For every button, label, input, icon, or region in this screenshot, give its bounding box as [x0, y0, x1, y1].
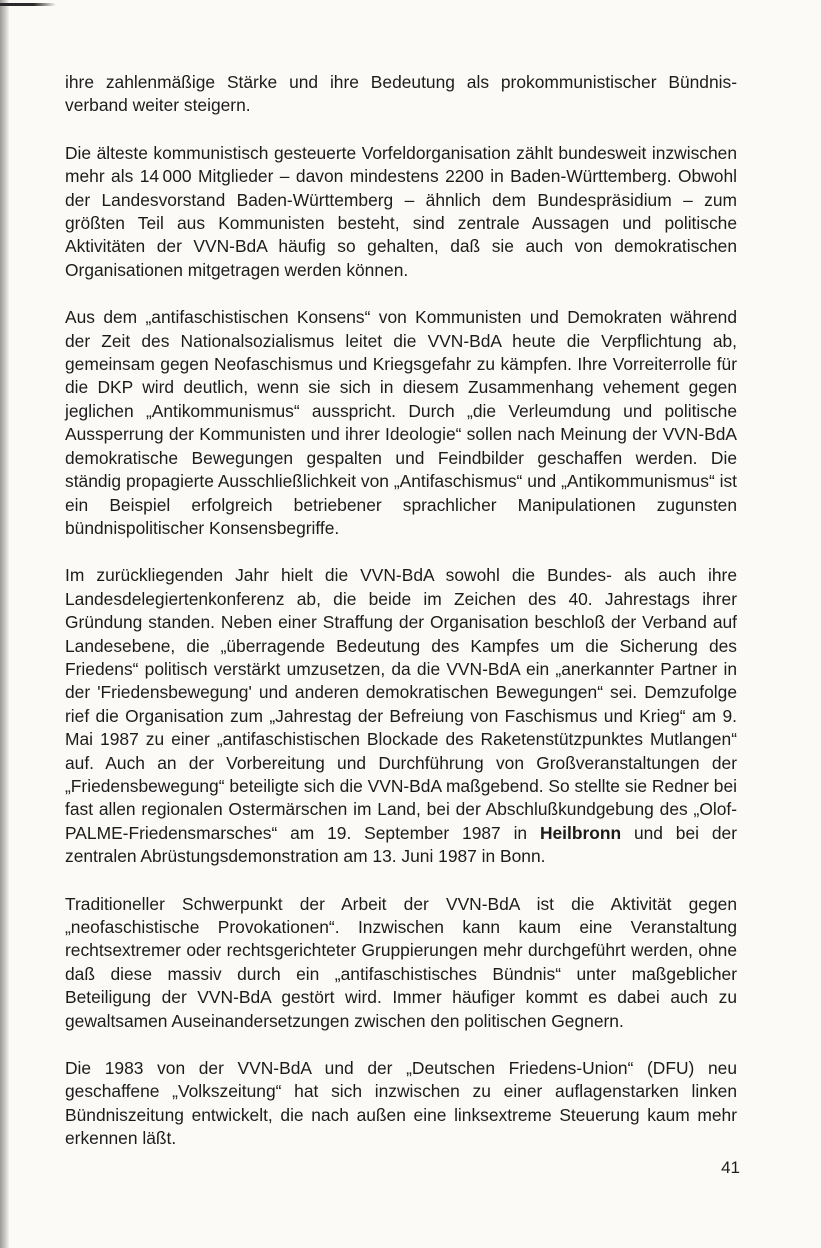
paragraph-1: ihre zahlenmäßige Stärke und ihre Bedeutung als prokommunistischer Bündnisverband weiter steigern. — [65, 72, 737, 116]
paragraph-3: Aus dem „antifaschistischen Konsens“ von Kommunisten und Demokraten während der Zeit des Nationalsozialismus leitet die VVN-BdA heute die Verpflichtung ab, gemeinsam gegen Neofaschismus und Kriegsgefahr zu kämpfen. Ihre Vorreiterrolle für die DKP wird deutlich, wenn sie sich in diesem Zusammenhang vehement gegen jeglichen „Antikommunismus“ ausspricht. Durch „die Verleumdung und politische Aussperrung der Kommunisten und ihrer Ideologie“ sollen nach Meinung der VVN-BdA demokratische Bewegungen gespalten und Feindbilder geschaffen werden. Die ständig propagierte Ausschließlichkeit von „Antifaschismus“ und „Antikommunismus“ ist ein Beispiel erfolgreich betriebener sprachlicher Manipulationen zugunsten bündnispolitischer Konsensbegriffe. — [65, 307, 737, 538]
corner-mark — [0, 3, 56, 6]
emphasis-heilbronn: Heilbronn — [539, 822, 622, 843]
paragraph-4-text: Im zurückliegenden Jahr hielt die VVN-BdA sowohl die Bundes- als auch ihre Landesdelegiertenkonferenz ab, die beide im Zeichen des 40. Jahrestags ihrer Gründung standen. Neben einer Straffung der Organisation beschloß der Verband auf Landesebene, die „überragende Bedeutung des Kampfes um die Sicherung des Friedens“ politisch verstärkt umzusetzen, da die VVN-BdA ein „anerkannter Partner in der 'Friedensbewegung' und anderen demokratischen Bewegungen“ sei. Demzufolge rief die Organisation zum „Jahrestag der Befreiung von Faschismus und Krieg“ am 9. Mai 1987 zu einer „antifaschistischen Blockade des Raketenstützpunktes Mutlangen“ auf. Auch an der Vorbereitung und Durchführung von Großveranstaltungen der „Friedensbewegung“ beteiligte sich die VVN-BdA maßgebend. So stellte sie Redner bei fast allen regionalen Ostermärschen im Land, bei der Abschlußkundgebung des „Olof-PALME-Friedensmarsches“ am 19. September 1987 in — [65, 565, 737, 843]
paragraph-6: Die 1983 von der VVN-BdA und der „Deutschen Friedens-Union“ (DFU) neu geschaffene „Volkszeitung“ hat sich inzwischen zu einer auflagenstarken linken Bündniszeitung entwickelt, die nach außen eine linksextreme Steuerung kaum mehr erkennen läßt. — [65, 1058, 737, 1149]
paragraph-4 — [65, 564, 737, 868]
paragraph-4-tail: und bei der zentralen Abrüstungsdemonstration am 13. Juni 1987 in Bonn. — [65, 822, 737, 867]
page-number: 41 — [721, 1158, 740, 1177]
page-edge-shadow — [0, 0, 9, 1248]
paragraph-5: Traditioneller Schwerpunkt der Arbeit der VVN-BdA ist die Aktivität gegen „neofaschistische Provokationen“. Inzwischen kann kaum eine Veranstaltung rechtsextremer oder rechtsgerichteter Gruppierungen mehr durchgeführt werden, ohne daß diese massiv durch ein „antifaschistisches Bündnis“ unter maßgeblicher Beteiligung der VVN-BdA gestört wird. Immer häufiger kommt es dabei auch zu gewaltsamen Auseinandersetzungen zwischen den politischen Gegnern. — [65, 893, 737, 1031]
paragraph-2: Die älteste kommunistisch gesteuerte Vorfeldorganisation zählt bundesweit inzwischen mehr als 14 000 Mitglieder – davon mindestens 2200 in Baden-Württemberg. Obwohl der Landesvorstand Baden-Württemberg – ähnlich dem Bundespräsidium – zum größten Teil aus Kommunisten besteht, sind zentrale Aussagen und politische Aktivitäten der VVN-BdA häufig so gehalten, daß sie auch von demokratischen Organisationen mitgetragen werden können. — [65, 142, 737, 280]
body-text — [65, 71, 737, 1175]
